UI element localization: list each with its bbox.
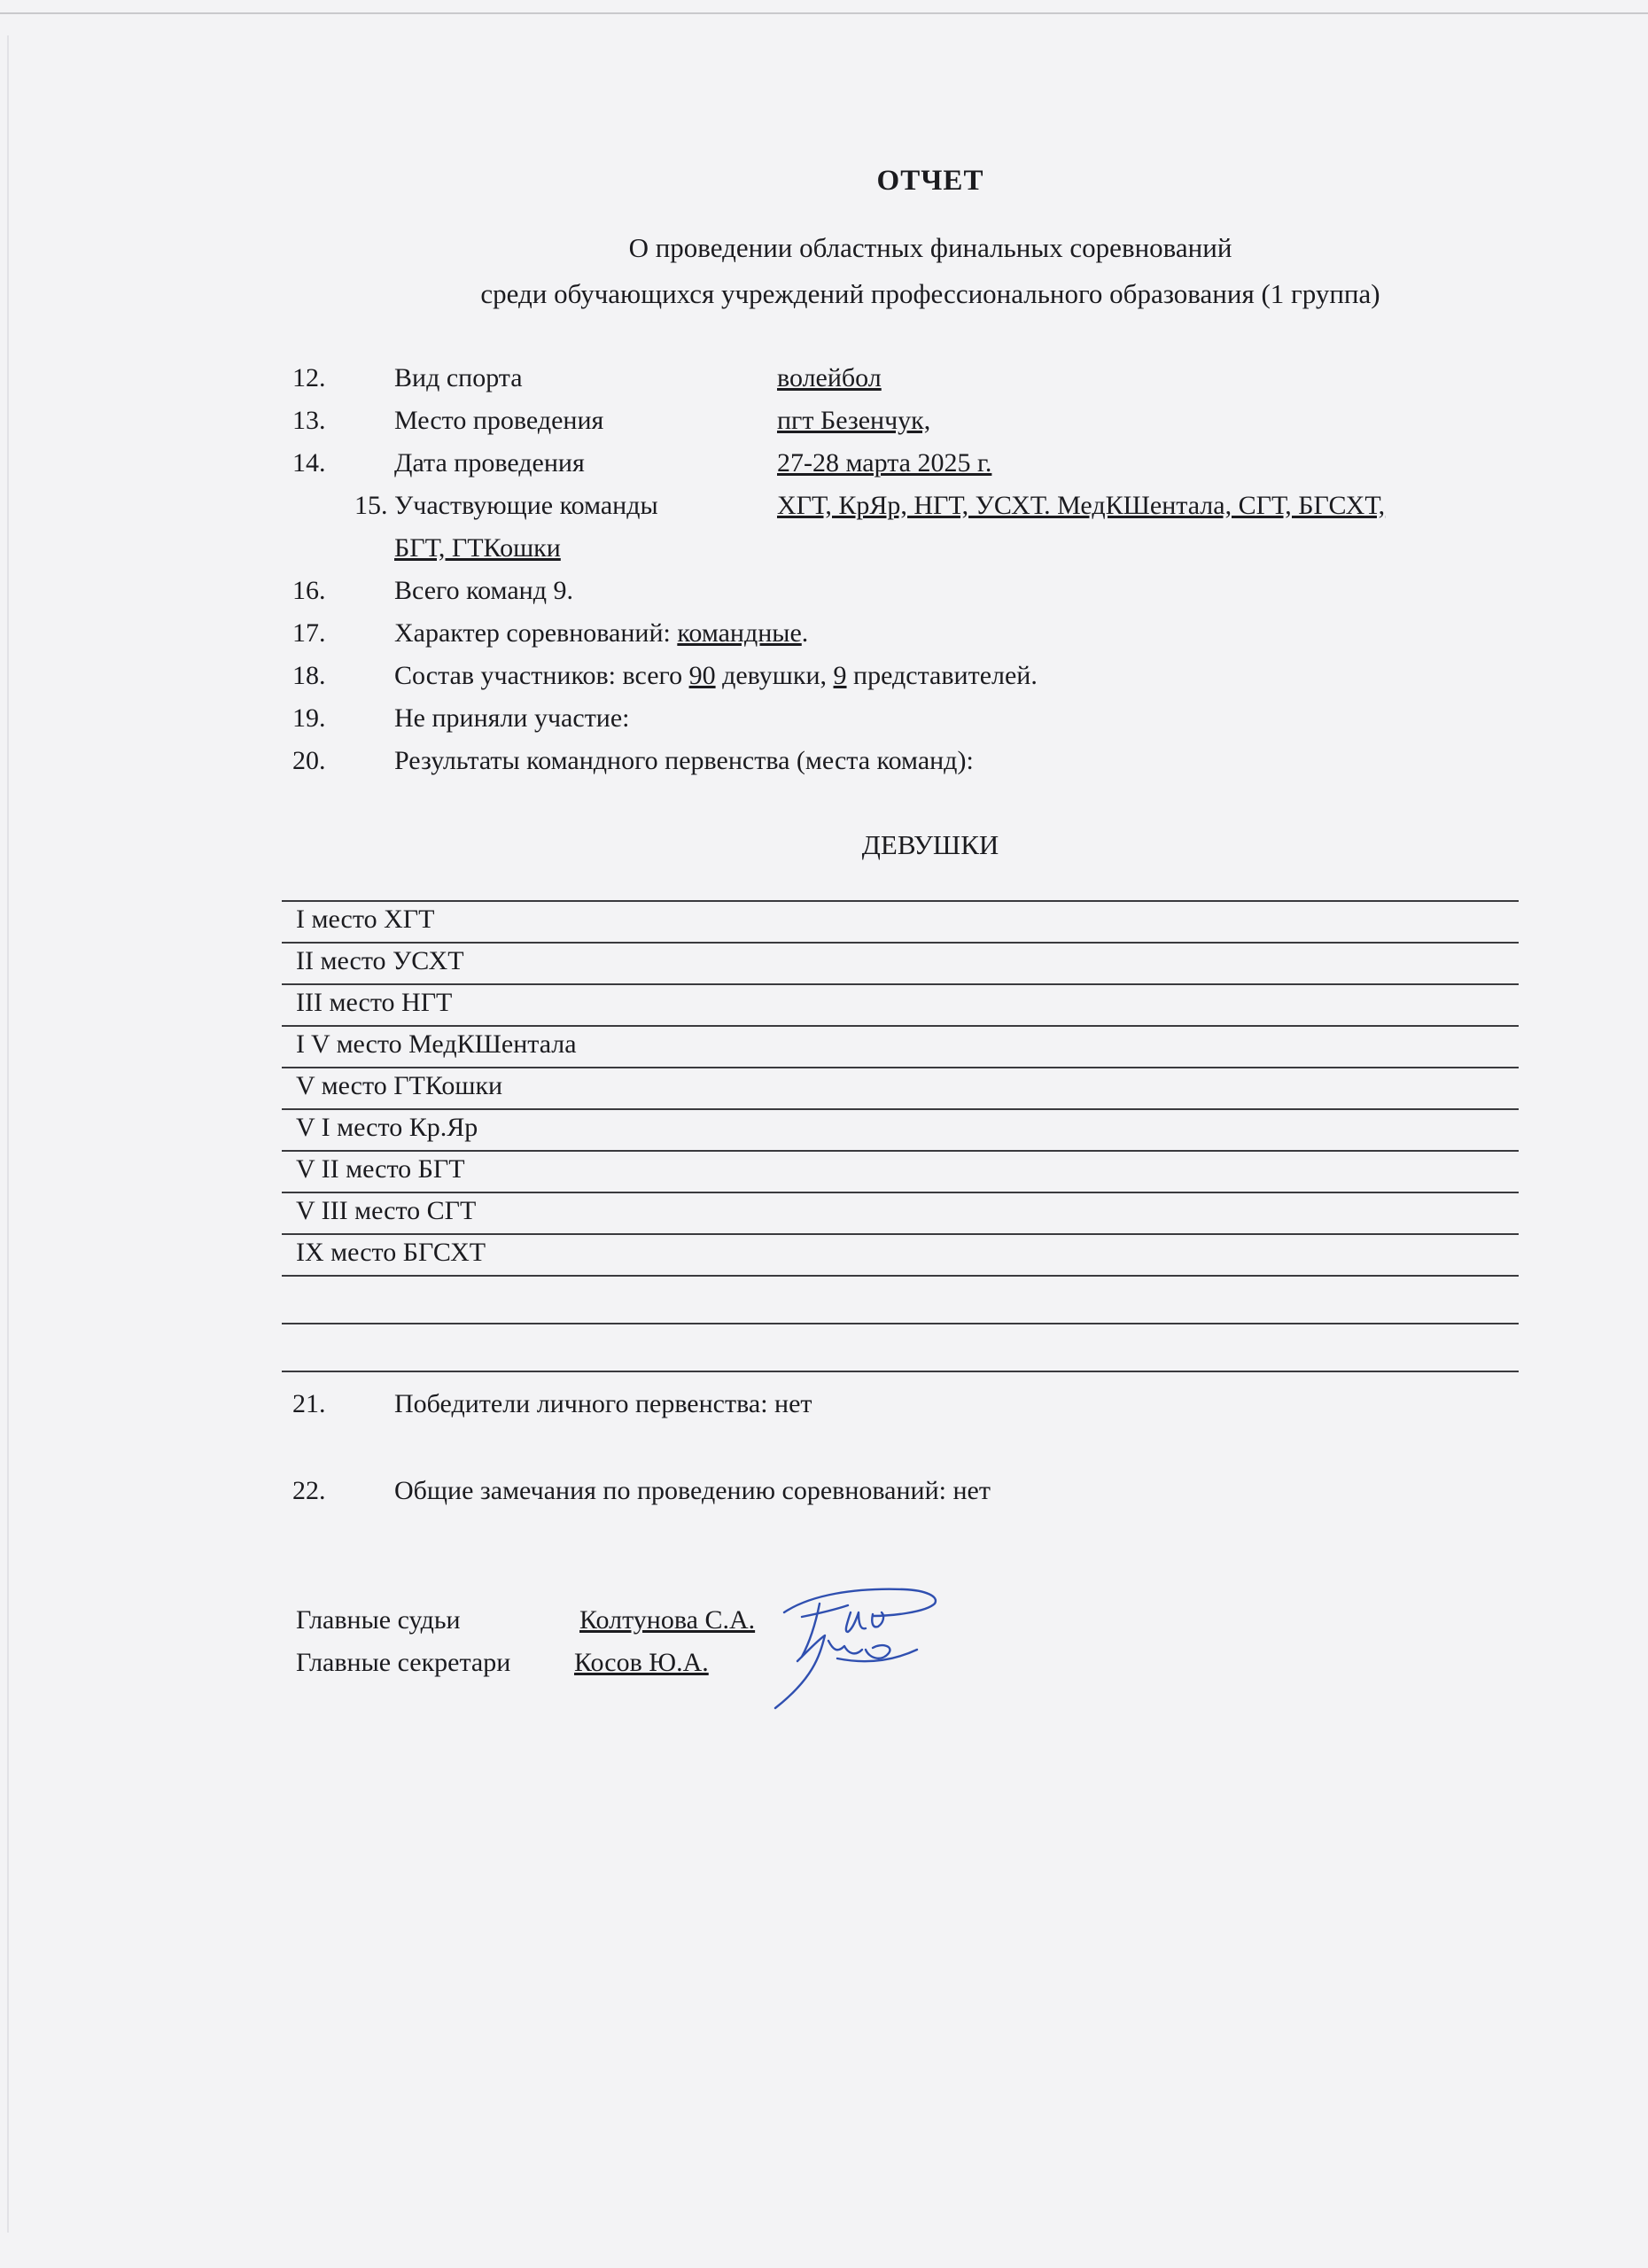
item-value: волейбол xyxy=(777,363,882,392)
signature-role: Главные секретари xyxy=(296,1648,511,1677)
item-text-end: представителей. xyxy=(846,661,1038,690)
result-row xyxy=(282,1150,1519,1192)
item-number: 13. xyxy=(292,406,326,435)
result-row-empty xyxy=(282,1323,1519,1372)
representatives-count: 9 xyxy=(833,661,847,690)
item-value: пгт Безенчук, xyxy=(777,406,931,435)
results-heading: ДЕВУШКИ xyxy=(861,829,999,860)
item-number: 14. xyxy=(292,448,326,478)
item-number: 18. xyxy=(292,661,326,690)
item-text xyxy=(394,661,1038,691)
girls-count: 90 xyxy=(688,661,716,690)
result-row xyxy=(282,1025,1519,1067)
item-text-prefix: Характер соревнований: xyxy=(394,618,678,648)
result-row xyxy=(282,983,1519,1025)
subtitle-line-2: среди обучающихся учреждений профессионального образования (1 группа) xyxy=(480,278,1380,309)
item-number: 15. xyxy=(354,491,388,520)
item-label: Дата проведения xyxy=(394,448,585,478)
item-text-prefix: Состав участников: всего xyxy=(394,661,689,690)
result-text: I место ХГТ xyxy=(296,905,435,934)
handwritten-signature xyxy=(749,1577,961,1710)
result-row xyxy=(282,1108,1519,1150)
item-value: ХГТ, КрЯр, НГТ, УСХТ. МедКШентала, СГТ, БГСХТ, xyxy=(777,491,1386,520)
results-table xyxy=(282,900,1519,1372)
result-text: I V место МедКШентала xyxy=(296,1029,577,1059)
item-text-underlined: командные xyxy=(677,618,802,648)
item-number: 19. xyxy=(292,703,326,733)
result-row xyxy=(282,942,1519,983)
result-row xyxy=(282,1192,1519,1233)
item-number: 17. xyxy=(292,618,326,648)
scan-left-edge xyxy=(7,35,9,2233)
item-number: 20. xyxy=(292,746,326,775)
document-title: ОТЧЕТ xyxy=(876,165,984,197)
item-text xyxy=(394,618,808,649)
subtitle-line-1: О проведении областных финальных соревнований xyxy=(628,232,1232,263)
scan-top-edge xyxy=(0,12,1648,14)
signature-role: Главные судьи xyxy=(296,1605,461,1635)
item-value-continued: БГТ, ГТКошки xyxy=(394,533,561,563)
item-number: 21. xyxy=(292,1389,326,1418)
result-text: V место ГТКошки xyxy=(296,1071,503,1100)
result-row xyxy=(282,900,1519,942)
result-row xyxy=(282,1233,1519,1275)
item-number: 12. xyxy=(292,363,326,392)
result-text: III место НГТ xyxy=(296,988,453,1017)
item-label: Вид спорта xyxy=(394,363,523,392)
item-label: Участвующие команды xyxy=(394,491,658,520)
item-text-middle: девушки, xyxy=(715,661,834,690)
result-row-empty xyxy=(282,1275,1519,1323)
result-text: II место УСХТ xyxy=(296,946,464,975)
item-number: 22. xyxy=(292,1476,326,1505)
item-value: 27-28 марта 2025 г. xyxy=(777,448,992,478)
result-row xyxy=(282,1067,1519,1108)
item-text: Победители личного первенства: нет xyxy=(394,1389,812,1418)
signature-name: Колтунова С.А. xyxy=(579,1605,756,1635)
item-text: Результаты командного первенства (места команд): xyxy=(394,746,974,775)
result-text: V I место Кр.Яр xyxy=(296,1113,478,1142)
item-text-end: . xyxy=(801,618,809,648)
item-number: 16. xyxy=(292,576,326,605)
item-text: Всего команд 9. xyxy=(394,576,573,605)
result-text: V III место СГТ xyxy=(296,1196,477,1225)
signature-name: Косов Ю.А. xyxy=(574,1648,709,1677)
item-text: Не приняли участие: xyxy=(394,703,630,733)
result-text: IX место БГСХТ xyxy=(296,1238,486,1267)
item-label: Место проведения xyxy=(394,406,604,435)
result-text: V II место БГТ xyxy=(296,1154,465,1184)
item-text: Общие замечания по проведению соревнований: нет xyxy=(394,1476,991,1505)
